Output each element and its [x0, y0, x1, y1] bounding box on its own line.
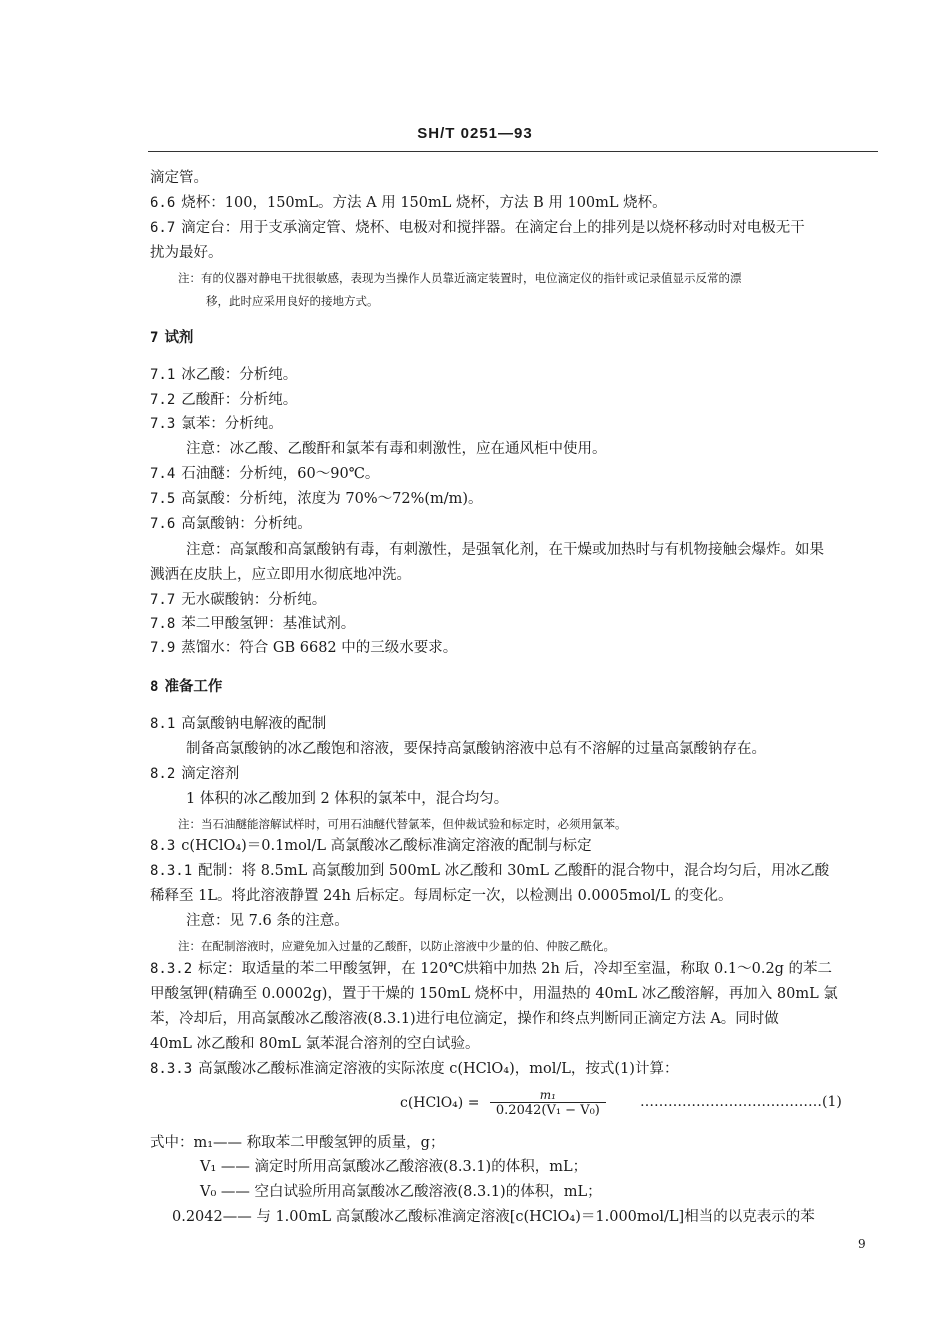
formula-lhs: c(HClO₄) = [400, 1095, 480, 1111]
clause-7-1: 7.1 冰乙酸：分析纯。 [150, 367, 298, 383]
where-line: V₀ —— 空白试验所用高氯酸冰乙酸溶液(8.3.1)的体积，mL； [200, 1184, 602, 1200]
formula-fraction [490, 1088, 606, 1118]
clause-8-3-3: 8.3.3 高氯酸冰乙酸标准滴定溶液的实际浓度 c(HClO₄)，mol/L，按式(1)计算： [150, 1061, 679, 1077]
text-line: 溅洒在皮肤上，应立即用水彻底地冲洗。 [150, 567, 411, 583]
where-line: V₁ —— 滴定时所用高氯酸冰乙酸溶液(8.3.1)的体积，mL； [200, 1159, 588, 1175]
clause-8-3-2: 8.3.2 标定：取适量的苯二甲酸氢钾，在 120℃烘箱中加热 2h 后，冷却至室温，称取 0.1～0.2g 的苯二 [150, 961, 833, 977]
caution-line: 注意：见 7.6 条的注意。 [186, 913, 349, 929]
clause-7-6: 7.6 高氯酸钠：分析纯。 [150, 516, 312, 532]
clause-7-3: 7.3 氯苯：分析纯。 [150, 416, 283, 432]
clause-7-5: 7.5 高氯酸：分析纯，浓度为 70%～72%(m/m)。 [150, 491, 483, 507]
formula-number: …………………………………(1) [640, 1094, 842, 1110]
clause-8-3-1: 8.3.1 配制：将 8.5mL 高氯酸加到 500mL 冰乙酸和 30mL 乙酸酐的混合物中，混合均匀后，用冰乙酸 [150, 863, 830, 879]
clause-6-6: 6.6 烧杯：100，150mL。方法 A 用 150mL 烧杯，方法 B 用 100mL 烧杯。 [150, 195, 667, 211]
clause-7-7: 7.7 无水碳酸钠：分析纯。 [150, 592, 327, 608]
text-line: 扰为最好。 [150, 245, 223, 261]
clause-7-4: 7.4 石油醚：分析纯，60～90℃。 [150, 466, 380, 482]
clause-7-2: 7.2 乙酸酐：分析纯。 [150, 392, 298, 408]
page-header: SH/T 0251—93 [417, 125, 533, 142]
text-line: 稀释至 1L。将此溶液静置 24h 后标定。每周标定一次，以检测出 0.0005mol/L 的变化。 [150, 888, 733, 904]
caution-line: 注意：高氯酸和高氯酸钠有毒，有刺激性，是强氧化剂，在干燥或加热时与有机物接触会爆炸。如果 [186, 542, 824, 558]
clause-6-7: 6.7 滴定台：用于支承滴定管、烧杯、电极对和搅拌器。在滴定台上的排列是以烧杯移动时对电极无干 [150, 220, 805, 236]
text-line: 滴定管。 [150, 170, 208, 186]
clause-8-2: 8.2 滴定溶剂 [150, 766, 240, 782]
text-line: 苯，冷却后，用高氯酸冰乙酸溶液(8.3.1)进行电位滴定，操作和终点判断同正滴定方法 A。同时做 [150, 1011, 779, 1027]
text-line: 甲酸氢钾(精确至 0.0002g)，置于干燥的 150mL 烧杯中，用温热的 40mL 冰乙酸溶解，再加入 80mL 氯 [150, 986, 838, 1002]
header-rule [148, 151, 878, 152]
formula-1 [400, 1088, 612, 1118]
note-line: 注：在配制溶液时，应避免加入过量的乙酸酐，以防止溶液中少量的伯、仲胺乙酰化。 [178, 939, 615, 953]
clause-8-3: 8.3 c(HClO₄)＝0.1mol/L 高氯酸冰乙酸标准滴定溶液的配制与标定 [150, 838, 592, 854]
formula-numerator: m₁ [490, 1088, 606, 1103]
where-line: 式中：m₁—— 称取苯二甲酸氢钾的质量，g； [150, 1135, 445, 1151]
note-line: 移，此时应采用良好的接地方式。 [206, 294, 379, 308]
clause-7-8: 7.8 苯二甲酸氢钾：基准试剂。 [150, 616, 356, 632]
caution-line: 注意：冰乙酸、乙酸酐和氯苯有毒和刺激性，应在通风柜中使用。 [186, 441, 607, 457]
formula-denominator: 0.2042(V₁ − V₀) [495, 1103, 600, 1118]
section-8-heading: 8 准备工作 [150, 679, 223, 695]
text-line: 1 体积的冰乙酸加到 2 体积的氯苯中，混合均匀。 [186, 791, 509, 807]
note-line: 注：有的仪器对静电干扰很敏感，表现为当操作人员靠近滴定装置时，电位滴定仪的指针或记录值显示反常的漂 [178, 271, 742, 285]
clause-8-1: 8.1 高氯酸钠电解液的配制 [150, 716, 327, 732]
text-line: 制备高氯酸钠的冰乙酸饱和溶液，要保持高氯酸钠溶液中总有不溶解的过量高氯酸钠存在。 [186, 741, 766, 757]
section-7-heading: 7 试剂 [150, 330, 194, 346]
text-line: 40mL 冰乙酸和 80mL 氯苯混合溶剂的空白试验。 [150, 1036, 480, 1052]
clause-7-9: 7.9 蒸馏水：符合 GB 6682 中的三级水要求。 [150, 640, 458, 656]
page-number: 9 [858, 1237, 866, 1251]
note-line: 注：当石油醚能溶解试样时，可用石油醚代替氯苯，但仲裁试验和标定时，必须用氯苯。 [178, 817, 627, 831]
where-line: 0.2042—— 与 1.00mL 高氯酸冰乙酸标准滴定溶液[c(HClO₄)＝1.000mol/L]相当的以克表示的苯 [172, 1209, 815, 1225]
